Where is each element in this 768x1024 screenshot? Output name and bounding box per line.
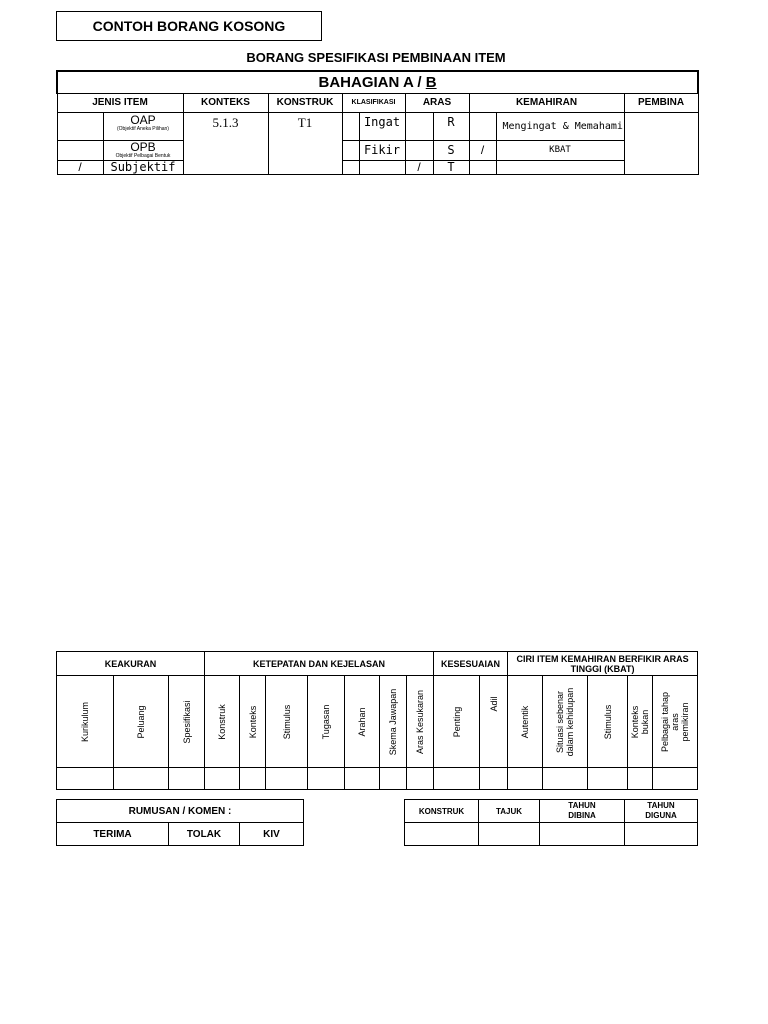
criterion-label: Stimulus	[281, 704, 292, 739]
criterion-penting	[434, 676, 480, 768]
record-tahun-dibina-header	[540, 800, 625, 823]
aras-label: T	[433, 160, 469, 174]
criterion-label: Kurikulum	[80, 701, 90, 742]
criterion-label: Stimulus	[602, 704, 613, 739]
criterion-label: Skema Jawapan	[388, 688, 398, 755]
criterion-stimulus	[266, 676, 308, 768]
spec-row-subjektif	[57, 160, 698, 174]
criterion-label: Adil	[488, 695, 499, 712]
col-konstruk: KONSTRUK	[268, 93, 342, 112]
terima-option[interactable]: TERIMA	[57, 823, 169, 846]
rumusan-table	[56, 799, 304, 846]
mark-cell[interactable]	[653, 768, 698, 790]
criterion-label: Konteks	[247, 705, 258, 738]
group-kbat: CIRI ITEM KEMAHIRAN BERFIKIR ARAS TINGGI (KBAT)	[508, 652, 698, 676]
kemahiran-mark[interactable]	[469, 112, 496, 140]
aras-label: R	[433, 112, 469, 140]
criterion-label	[555, 687, 575, 756]
criterion-kurikulum	[57, 676, 114, 768]
jenis-item-opb	[103, 140, 183, 160]
aras-mark[interactable]	[405, 112, 433, 140]
kemahiran-mark[interactable]	[469, 160, 496, 174]
mark-cell[interactable]	[240, 768, 266, 790]
jenis-item-mark[interactable]	[57, 140, 103, 160]
criterion-stimulus-kbat	[588, 676, 628, 768]
mark-cell[interactable]	[407, 768, 434, 790]
aras-mark[interactable]: /	[405, 160, 433, 174]
col-jenis-item: JENIS ITEM	[57, 93, 183, 112]
record-tahun-diguna-header	[625, 800, 698, 823]
aras-label: S	[433, 140, 469, 160]
spec-table	[56, 70, 699, 175]
record-tahun-diguna-cell[interactable]	[625, 823, 698, 846]
jenis-item-label: OAP	[130, 112, 156, 127]
jenis-item-note: Objektif Pelbagai Bentuk	[115, 152, 171, 159]
jenis-item-mark[interactable]: /	[57, 160, 103, 174]
mark-cell[interactable]	[543, 768, 588, 790]
klasifikasi-label	[359, 160, 405, 174]
record-konstruk-header: KONSTRUK	[405, 800, 479, 823]
criterion-label-line: dalam kehidupan	[565, 687, 576, 756]
group-kesesuaian: KESESUAIAN	[434, 652, 508, 676]
col-kemahiran: KEMAHIRAN	[469, 93, 624, 112]
record-tahun-dibina-cell[interactable]	[540, 823, 625, 846]
jenis-item-label: OPB	[130, 139, 156, 154]
criterion-konteks-bukan	[628, 676, 653, 768]
criterion-tugasan	[308, 676, 345, 768]
criterion-label: Penting	[451, 706, 462, 737]
criterion-arahan	[345, 676, 380, 768]
klasifikasi-mark[interactable]	[342, 112, 359, 140]
klasifikasi-mark[interactable]	[342, 140, 359, 160]
mark-cell[interactable]	[169, 768, 205, 790]
criterion-konteks	[240, 676, 266, 768]
mark-cell[interactable]	[114, 768, 169, 790]
kemahiran-label: KBAT	[496, 140, 624, 160]
rumusan-label[interactable]: RUMUSAN / KOMEN :	[57, 800, 304, 823]
form-header-box	[56, 11, 322, 41]
criterion-label: Konstruk	[217, 703, 227, 740]
criterion-label: Arahan	[357, 706, 367, 737]
criterion-skema-jawapan	[380, 676, 407, 768]
evaluation-marks-row	[57, 768, 698, 790]
mark-cell[interactable]	[308, 768, 345, 790]
col-aras: ARAS	[405, 93, 469, 112]
record-tajuk-header: TAJUK	[479, 800, 540, 823]
criterion-label: Autentik	[520, 705, 531, 738]
criterion-situasi-sebenar	[543, 676, 588, 768]
criterion-label: Spesifikasi	[181, 699, 192, 744]
header-line: DIBINA	[568, 811, 596, 820]
header-line: DIGUNA	[645, 811, 677, 820]
mark-cell[interactable]	[434, 768, 480, 790]
klasifikasi-mark[interactable]	[342, 160, 359, 174]
jenis-item-oap	[103, 112, 183, 140]
criterion-label-line: Pelbagai tahap	[660, 691, 671, 752]
criterion-autentik	[508, 676, 543, 768]
jenis-item-note: (Objektif Aneka Pilihan)	[117, 125, 169, 132]
mark-cell[interactable]	[380, 768, 407, 790]
mark-cell[interactable]	[508, 768, 543, 790]
criterion-label-line: aras	[670, 712, 681, 731]
spec-row-oap	[57, 112, 698, 140]
col-pembina: PEMBINA	[624, 93, 698, 112]
section-title-selected: B	[425, 73, 437, 91]
klasifikasi-label: Ingat	[359, 112, 405, 140]
form-header-title: CONTOH BORANG KOSONG	[92, 18, 286, 34]
kiv-option[interactable]: KIV	[240, 823, 304, 846]
criterion-adil	[480, 676, 508, 768]
header-line: TAHUN	[647, 801, 675, 810]
mark-cell[interactable]	[588, 768, 628, 790]
mark-cell[interactable]	[57, 768, 114, 790]
aras-mark[interactable]	[405, 140, 433, 160]
criterion-label-line: Konteks	[630, 705, 641, 738]
spec-row-opb	[57, 140, 698, 160]
header-line: TAHUN	[568, 801, 596, 810]
criterion-aras-kesukaran	[407, 676, 434, 768]
col-klasifikasi: KLASIFIKASI	[342, 93, 405, 112]
tolak-option[interactable]: TOLAK	[169, 823, 240, 846]
kemahiran-label	[496, 160, 624, 174]
section-title-prefix: BAHAGIAN A /	[318, 73, 426, 91]
criterion-label-line: Situasi sebenar	[555, 690, 566, 753]
group-keakuran: KEAKURAN	[57, 652, 205, 676]
record-table	[404, 799, 698, 846]
criterion-label-line: pemikiran	[680, 702, 691, 742]
kemahiran-mark[interactable]: /	[469, 140, 496, 160]
record-konstruk-cell[interactable]	[405, 823, 479, 846]
criterion-konstruk	[205, 676, 240, 768]
mark-cell[interactable]	[266, 768, 308, 790]
criterion-label	[630, 705, 650, 738]
mark-cell[interactable]	[345, 768, 380, 790]
evaluation-table	[56, 651, 698, 790]
section-title	[57, 71, 698, 93]
criterion-peluang	[114, 676, 169, 768]
klasifikasi-label: Fikir	[359, 140, 405, 160]
criterion-label	[660, 691, 690, 751]
konteks-value[interactable]: 5.1.3	[183, 112, 268, 174]
mark-cell[interactable]	[628, 768, 653, 790]
criterion-label: Peluang	[136, 704, 146, 739]
col-konteks: KONTEKS	[183, 93, 268, 112]
criterion-spesifikasi	[169, 676, 205, 768]
jenis-item-label: Subjektif	[103, 160, 183, 174]
group-ketepatan: KETEPATAN DAN KEJELASAN	[205, 652, 434, 676]
record-tajuk-cell[interactable]	[479, 823, 540, 846]
form-title: BORANG SPESIFIKASI PEMBINAAN ITEM	[246, 50, 506, 65]
mark-cell[interactable]	[205, 768, 240, 790]
mark-cell[interactable]	[480, 768, 508, 790]
jenis-item-mark[interactable]	[57, 112, 103, 140]
kemahiran-label: Mengingat & Memahami	[496, 112, 624, 140]
criterion-label: Aras Kesukaran	[415, 689, 425, 754]
criterion-pelbagai-tahap	[653, 676, 698, 768]
pembina-cell[interactable]	[624, 112, 698, 174]
criterion-label-line: bukan	[640, 709, 651, 734]
criterion-label: Tugasan	[321, 704, 331, 739]
konstruk-value[interactable]: T1	[268, 112, 342, 174]
